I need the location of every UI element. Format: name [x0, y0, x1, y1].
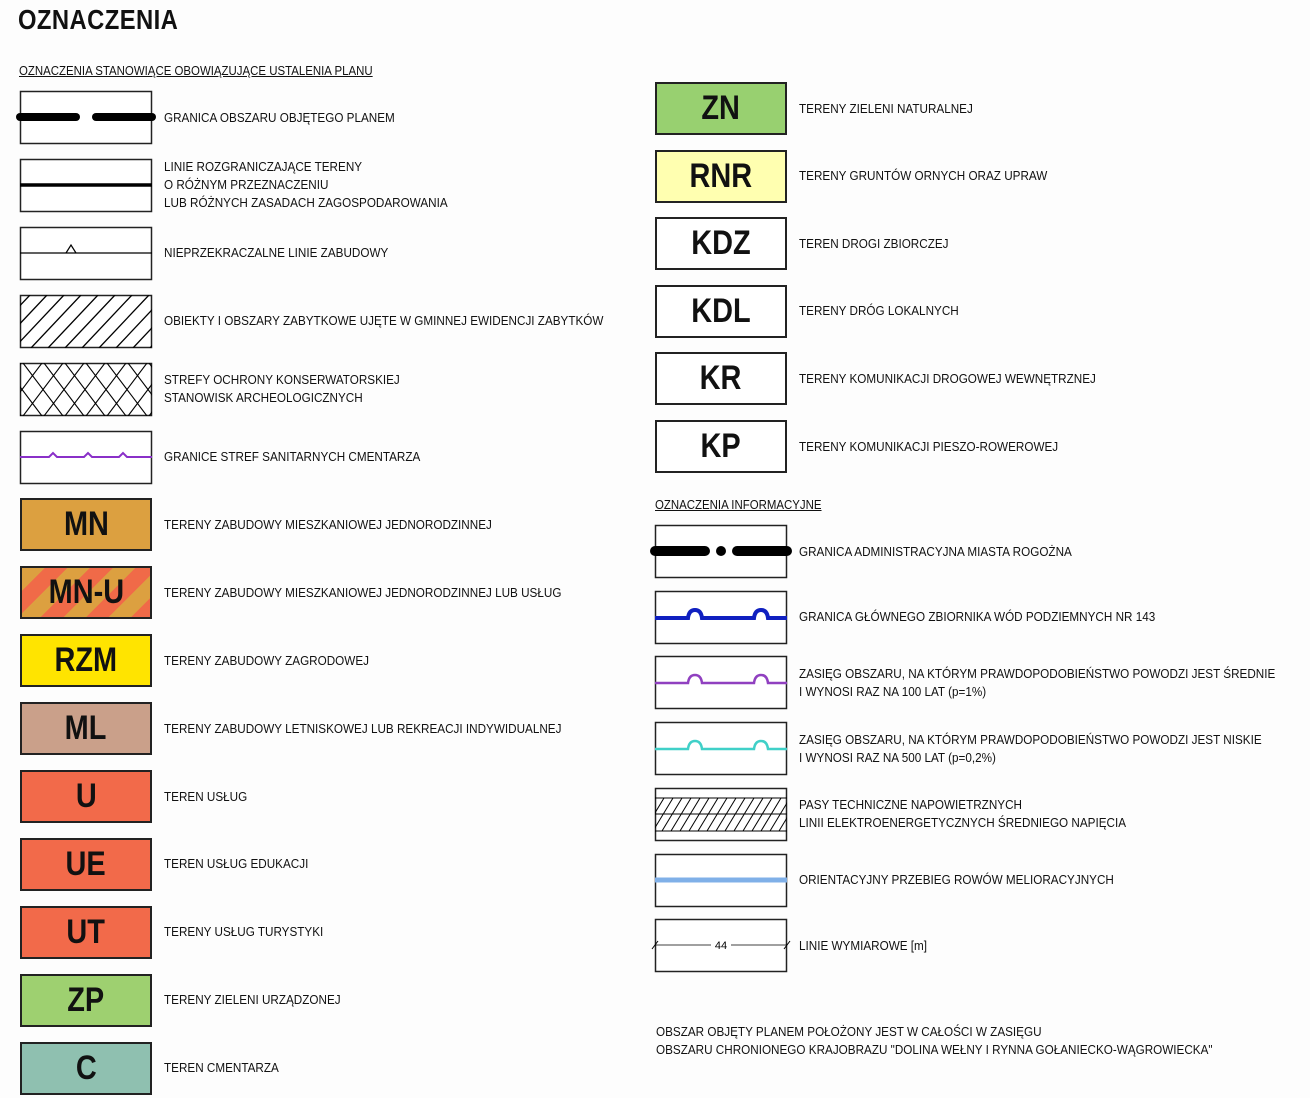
label-line: TERENY USŁUG TURYSTYKI — [164, 924, 324, 940]
legend-symbol — [20, 91, 152, 144]
label-line: GRANICA OBSZARU OBJĘTEGO PLANEM — [164, 109, 395, 125]
legend-item — [20, 363, 670, 416]
legend-symbol — [20, 906, 152, 959]
legend-symbol — [20, 498, 152, 551]
legend-label — [164, 363, 400, 416]
c-zone-swatch — [20, 1042, 152, 1095]
kdl-zone-swatch — [655, 285, 787, 338]
legend-symbol — [20, 838, 152, 891]
label-line: TERENY KOMUNIKACJI DROGOWEJ WEWNĘTRZNEJ — [799, 370, 1096, 386]
legend-item — [20, 1042, 670, 1095]
diagonal-hatch-icon — [20, 295, 152, 348]
zone-code: ML — [65, 709, 107, 748]
legend-label — [164, 566, 561, 619]
legend-label — [164, 974, 341, 1027]
dash-dot-boundary-icon — [655, 525, 787, 578]
legend-symbol — [655, 854, 787, 907]
label-line: TERENY ZABUDOWY MIESZKANIOWEJ JEDNORODZINNEJ — [164, 516, 492, 532]
legend-item — [20, 838, 670, 891]
label-line: I WYNOSI RAZ NA 100 LAT (p=1%) — [799, 683, 987, 699]
legend-label — [164, 1042, 279, 1095]
zone-code: U — [75, 777, 97, 815]
label-line: ORIENTACYJNY PRZEBIEG ROWÓW MELIORACYJNYCH — [799, 872, 1114, 887]
label-line: NIEPRZEKRACZALNE LINIE ZABUDOWY — [164, 245, 389, 261]
legend-item — [20, 634, 670, 687]
zone-code: ZP — [67, 980, 105, 1019]
legend-item — [20, 295, 670, 348]
legend-label — [164, 91, 395, 144]
mn-zone-swatch — [20, 498, 152, 551]
cross-hatch-icon — [20, 363, 152, 416]
info-legend-item — [655, 656, 1305, 709]
label-line: LUB RÓŻNYCH ZASADACH ZAGOSPODAROWANIA — [164, 195, 448, 211]
info-legend-item — [655, 591, 1305, 644]
legend-symbol — [655, 788, 787, 841]
legend-symbol — [655, 82, 787, 135]
light-blue-line-icon — [655, 854, 787, 907]
legend-label — [164, 906, 323, 959]
legend-label — [164, 702, 561, 755]
zn-zone-swatch — [655, 82, 787, 135]
zone-code: RZM — [54, 641, 118, 680]
legend-symbol — [20, 295, 152, 348]
info-legend-item — [655, 854, 1305, 907]
legend-item — [20, 566, 670, 619]
zone-code: KDZ — [691, 224, 751, 263]
legend-symbol — [20, 227, 152, 280]
zone-code: KP — [700, 427, 742, 465]
binding-heading: OZNACZENIA STANOWIĄCE OBOWIĄZUJĄCE USTALENIA PLANU — [19, 63, 373, 78]
legend-label — [164, 770, 247, 823]
legend-item — [20, 974, 670, 1027]
mn-u-zone-swatch — [20, 566, 152, 619]
legend-item — [20, 906, 670, 959]
label-line: I WYNOSI RAZ NA 500 LAT (p=0,2%) — [799, 749, 996, 765]
legend-symbol — [655, 420, 787, 473]
legend-symbol — [655, 217, 787, 270]
legend-symbol — [20, 1042, 152, 1095]
note-line: OBSZARU CHRONIONEGO KRAJOBRAZU "DOLINA WEŁNY I RYNNA GOŁANIECKO-WĄGROWIECKA" — [656, 1042, 1213, 1057]
legend-label — [164, 227, 388, 280]
legend-label — [164, 295, 603, 348]
zone-code: UE — [65, 844, 107, 883]
legend-item — [20, 227, 670, 280]
note-line: OBSZAR OBJĘTY PLANEM POŁOŻONY JEST W CAŁOŚCI W ZASIĘGU — [656, 1024, 1042, 1039]
legend-symbol — [655, 525, 787, 578]
rzm-zone-swatch — [20, 634, 152, 687]
info-legend-item — [655, 919, 1305, 972]
legend-label — [799, 591, 1155, 644]
ut-zone-swatch — [20, 906, 152, 959]
ml-zone-swatch — [20, 702, 152, 755]
legend-symbol — [655, 285, 787, 338]
legend-label — [799, 854, 1114, 907]
legend-label — [799, 150, 1047, 203]
legend-item — [655, 420, 1305, 473]
label-line: TEREN USŁUG EDUKACJI — [164, 856, 309, 872]
label-line: LINIE ROZGRANICZAJĄCE TERENY — [164, 159, 363, 175]
legend-symbol — [655, 919, 787, 972]
legend-title: OZNACZENIA — [18, 4, 179, 35]
dashed-boundary-icon — [20, 91, 152, 144]
label-line: TEREN DROGI ZBIORCZEJ — [799, 235, 949, 251]
label-line: STREFY OCHRONY KONSERWATORSKIEJ — [164, 372, 400, 388]
info-heading: OZNACZENIA INFORMACYJNE — [655, 497, 822, 512]
legend-item — [655, 285, 1305, 338]
legend-label — [799, 525, 1072, 578]
u-zone-swatch — [20, 770, 152, 823]
label-line: TERENY ZABUDOWY MIESZKANIOWEJ JEDNORODZINNEJ LUB USŁUG — [164, 584, 562, 600]
legend-symbol — [20, 431, 152, 484]
legend-item — [655, 82, 1305, 135]
legend-label — [164, 159, 448, 212]
kr-zone-swatch — [655, 352, 787, 405]
zone-code: UT — [66, 912, 106, 951]
label-line: TERENY ZABUDOWY LETNISKOWEJ LUB REKREACJI INDYWIDUALNEJ — [164, 720, 562, 736]
hatched-strip-icon — [655, 788, 787, 841]
purple-flood-line-icon — [655, 656, 787, 709]
legend-symbol — [20, 363, 152, 416]
dimension-line-icon — [655, 919, 787, 972]
legend-label — [799, 722, 1262, 775]
label-line: PASY TECHNICZNE NAPOWIETRZNYCH — [799, 797, 1022, 813]
legend-label — [799, 788, 1126, 841]
label-line: GRANICA GŁÓWNEGO ZBIORNIKA WÓD PODZIEMNYCH NR 143 — [799, 609, 1156, 625]
legend-item — [655, 150, 1305, 203]
info-legend-item — [655, 722, 1305, 775]
label-line: TERENY ZIELENI URZĄDZONEJ — [164, 992, 341, 1008]
solid-line-icon — [20, 159, 152, 212]
label-line: TERENY GRUNTÓW ORNYCH ORAZ UPRAW — [799, 168, 1048, 184]
label-line: LINII ELEKTROENERGETYCZNYCH ŚREDNIEGO NAPIĘCIA — [799, 815, 1127, 831]
legend-label — [164, 634, 369, 687]
info-legend-item — [655, 788, 1305, 841]
label-line: O RÓŻNYM PRZEZNACZENIU — [164, 177, 329, 193]
legend-symbol — [655, 150, 787, 203]
label-line: TERENY ZIELENI NATURALNEJ — [799, 100, 973, 116]
legend-item — [20, 91, 670, 144]
zone-code: MN-U — [48, 573, 124, 612]
zp-zone-swatch — [20, 974, 152, 1027]
zone-code: ZN — [701, 89, 741, 127]
legend-label — [799, 217, 949, 270]
legend-symbol — [20, 566, 152, 619]
label-line: GRANICE STREF SANITARNYCH CMENTARZA — [164, 449, 421, 464]
label-line: TERENY ZABUDOWY ZAGRODOWEJ — [164, 652, 369, 668]
legend-symbol — [20, 770, 152, 823]
label-line: TERENY KOMUNIKACJI PIESZO-ROWEROWEJ — [799, 438, 1059, 454]
legend-symbol — [20, 974, 152, 1027]
zone-code: MN — [63, 505, 109, 544]
legend-symbol — [655, 656, 787, 709]
kdz-zone-swatch — [655, 217, 787, 270]
legend-item — [20, 770, 670, 823]
legend-item — [655, 217, 1305, 270]
zone-code: RNR — [689, 156, 753, 195]
label-line: TEREN USŁUG — [164, 788, 248, 804]
label-line: OBIEKTY I OBSZARY ZABYTKOWE UJĘTE W GMINNEJ EWIDENCJI ZABYTKÓW — [164, 313, 604, 329]
legend-symbol — [655, 352, 787, 405]
zone-code: C — [75, 1048, 97, 1087]
legend-label — [799, 420, 1058, 473]
legend-label — [164, 838, 308, 891]
building-line-icon — [20, 227, 152, 280]
label-line: LINIE WYMIAROWE [m] — [799, 937, 928, 953]
blue-bump-line-icon — [655, 591, 787, 644]
ue-zone-swatch — [20, 838, 152, 891]
label-line: TEREN CMENTARZA — [164, 1060, 279, 1076]
label-line: STANOWISK ARCHEOLOGICZNYCH — [164, 390, 363, 406]
label-line: TERENY DRÓG LOKALNYCH — [799, 303, 959, 319]
legend-label — [799, 285, 959, 338]
zone-code: KDL — [691, 291, 751, 330]
zone-code: KR — [700, 359, 742, 398]
purple-bump-line-icon — [20, 431, 152, 484]
kp-zone-swatch — [655, 420, 787, 473]
legend-symbol — [655, 722, 787, 775]
protected-area-note — [656, 1023, 1213, 1059]
legend-label — [164, 498, 492, 551]
rnr-zone-swatch — [655, 150, 787, 203]
legend-symbol — [20, 702, 152, 755]
legend-label — [164, 431, 420, 484]
info-legend-item — [655, 525, 1305, 578]
legend-label — [799, 656, 1275, 709]
legend-label — [799, 82, 973, 135]
legend-symbol — [655, 591, 787, 644]
label-line: ZASIĘG OBSZARU, NA KTÓRYM PRAWDOPODOBIEŃSTWO POWODZI JEST ŚREDNIE — [799, 665, 1276, 681]
label-line: GRANICA ADMINISTRACYJNA MIASTA ROGOŻNA — [799, 543, 1072, 559]
legend-item — [20, 431, 670, 484]
legend-item — [20, 159, 670, 212]
cyan-flood-line-icon — [655, 722, 787, 775]
legend-symbol — [20, 634, 152, 687]
legend-item — [20, 702, 670, 755]
dimension-value: 44 — [714, 940, 728, 953]
legend-symbol — [20, 159, 152, 212]
legend-label — [799, 919, 927, 972]
legend-item — [20, 498, 670, 551]
legend-label — [799, 352, 1096, 405]
label-line: ZASIĘG OBSZARU, NA KTÓRYM PRAWDOPODOBIEŃSTWO POWODZI JEST NISKIE — [799, 731, 1262, 747]
legend-item — [655, 352, 1305, 405]
